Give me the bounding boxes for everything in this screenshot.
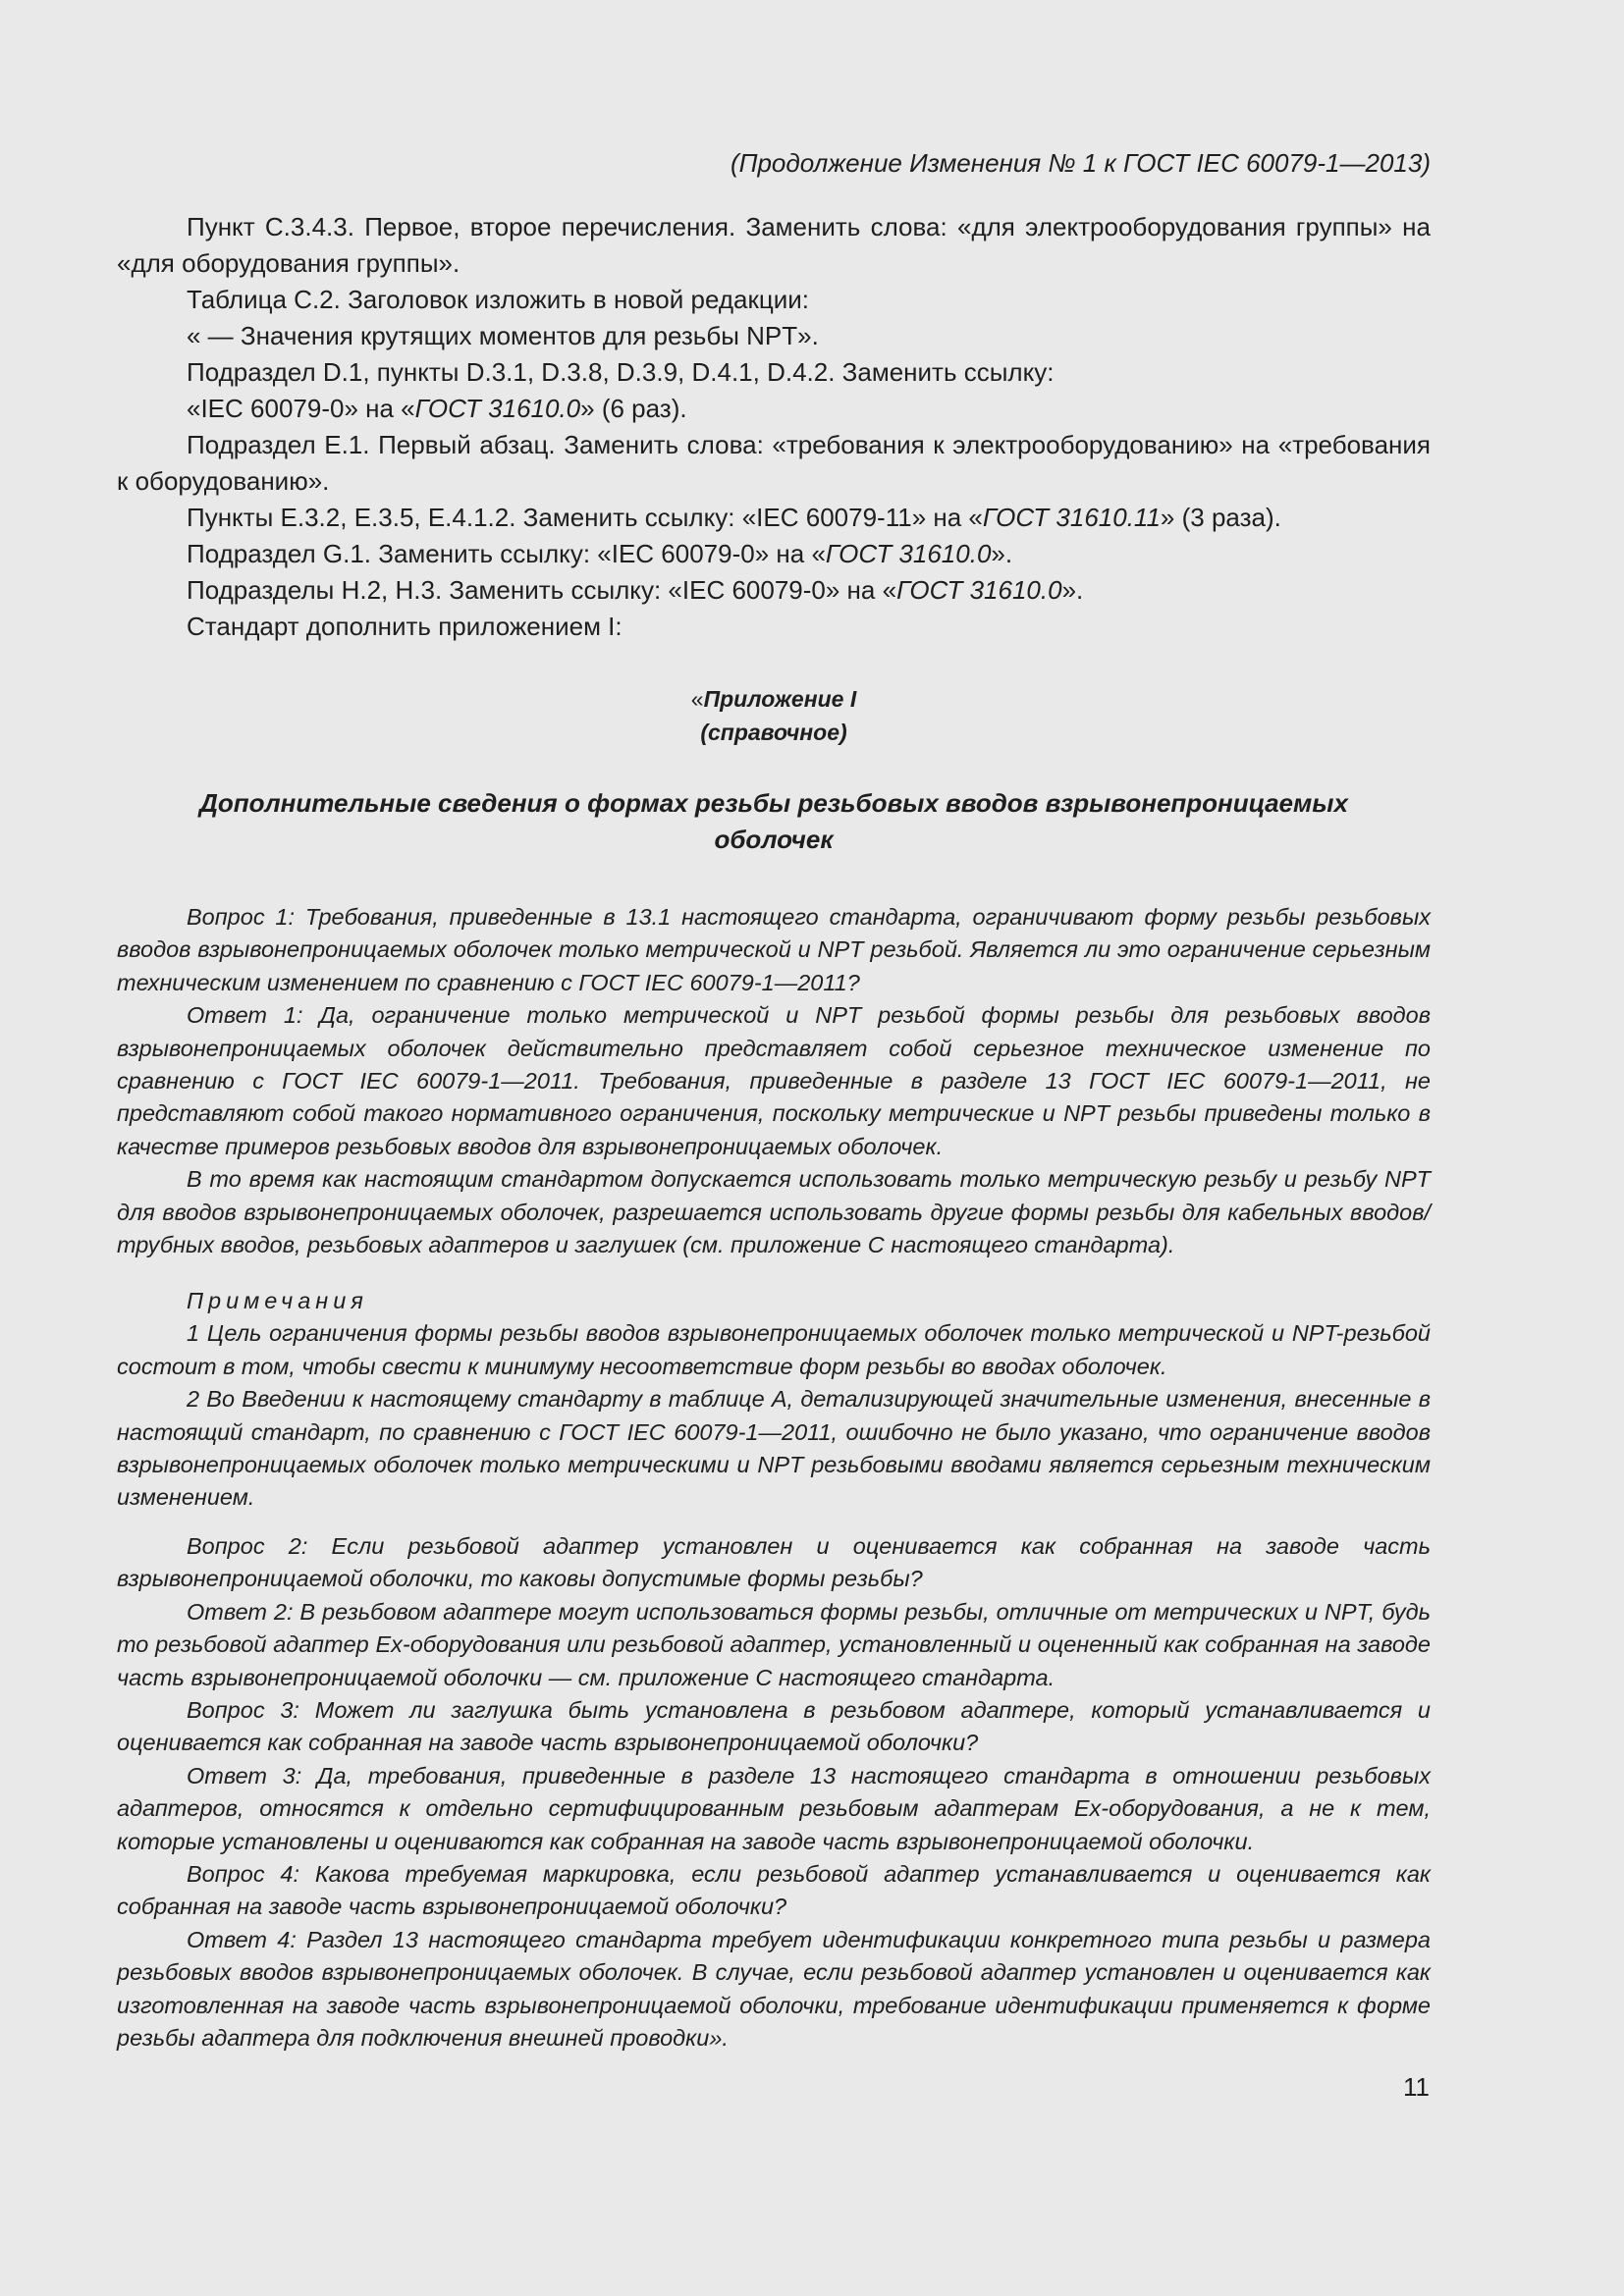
paragraph bbox=[117, 536, 1431, 572]
question: Вопрос 1: Требования, приведенные в 13.1 настоящего стандарта, ограничивают форму резьбы резьбовых вводов взрывонепроницаемых оболочек только метрической и NPT резьбой. Является ли это ограничение серьезным техническим изменением по сравнению с ГОСТ IEC 60079-1—2011? bbox=[117, 904, 1431, 995]
answer: В то время как настоящим стандартом допускается использовать только метрическую резьбу и резьбу NPT для вводов взрывонепроницаемых оболочек, разрешается использовать другие формы резьбы для кабельных вводов/трубных вводов, резьбовых адаптеров и заглушек (см. приложение С настоящего стандарта). bbox=[117, 1166, 1431, 1258]
paragraph: Подраздел Е.1. Первый абзац. Заменить слова: «требования к электрооборудованию» на «требования к оборудованию». bbox=[117, 430, 1431, 496]
paragraph: Таблица С.2. Заголовок изложить в новой редакции: bbox=[187, 285, 810, 314]
question: Вопрос 2: Если резьбовой адаптер установлен и оценивается как собранная на заводе часть взрывонепроницаемой оболочки, то каковы допустимые формы резьбы? bbox=[117, 1533, 1431, 1592]
page-number: 11 bbox=[1403, 2072, 1430, 2102]
paragraph: Стандарт дополнить приложением I: bbox=[187, 612, 623, 641]
paragraph: Пункт С.3.4.3. Первое, второе перечисления. Заменить слова: «для электрооборудования группы» на «для оборудования группы». bbox=[117, 212, 1431, 278]
text-fragment: «IEC 60079-0» на « bbox=[187, 394, 415, 423]
answer: Ответ 3: Да, требования, приведенные в разделе 13 настоящего стандарта в отношении резьбовых адаптеров, относятся к отдельно сертифицированным резьбовым адаптерам Ex-оборудования, а не к тем, которые установлены и оцениваются как собранная на заводе часть взрывонепроницаемой оболочки. bbox=[117, 1762, 1431, 1854]
standard-reference: ГОСТ 31610.11 bbox=[982, 503, 1161, 532]
appendix-status: (справочное) bbox=[700, 720, 847, 745]
question: Вопрос 4: Какова требуемая маркировка, если резьбовой адаптер устанавливается и оценивается как собранная на заводе часть взрывонепроницаемой оболочки? bbox=[117, 1861, 1431, 1920]
appendix-label-line bbox=[117, 682, 1431, 716]
standard-reference: ГОСТ 31610.0 bbox=[825, 539, 992, 568]
answer: Ответ 1: Да, ограничение только метрической и NPT резьбой формы резьбы для резьбовых вводов взрывонепроницаемых оболочек действительно представляет собой серьезное техническое изменение по сравнению с ГОСТ IEC 60079-1—2011. Требования, приведенные в разделе 13 ГОСТ IEC 60079-1—2011, не представляют собой такого нормативного ограничения, поскольку метрические и NPT резьбы приведены только в качестве примеров резьбовых вводов для взрывонепроницаемых оболочек. bbox=[117, 1002, 1431, 1159]
note: 1 Цель ограничения формы резьбы вводов взрывонепроницаемых оболочек только метрической и NPT-резьбой состоит в том, чтобы свести к минимуму несоответствие форм резьбы во вводах оболочек. bbox=[117, 1320, 1431, 1379]
text-fragment: » (3 раза). bbox=[1160, 503, 1281, 532]
standard-reference: ГОСТ 31610.0 bbox=[414, 394, 581, 423]
text-fragment: ». bbox=[1061, 575, 1084, 605]
paragraph bbox=[117, 572, 1431, 609]
continuation-header: (Продолжение Изменения № 1 к ГОСТ IEC 60079-1—2013) bbox=[730, 148, 1431, 178]
appendix-heading bbox=[117, 682, 1431, 749]
qa-block bbox=[117, 901, 1431, 1261]
appendix-label: Приложение I bbox=[703, 686, 857, 712]
text-fragment: ». bbox=[991, 539, 1013, 568]
answer: Ответ 4: Раздел 13 настоящего стандарта требует идентификации конкретного типа резьбы и размера резьбовых вводов взрывонепроницаемых оболочек. В случае, если резьбовой адаптер установлен и оценивается как изготовленная на заводе часть взрывонепроницаемой оболочки, требование идентификации применяется к форме резьбы адаптера для подключения внешней проводки». bbox=[117, 1926, 1431, 2052]
note: 2 Во Введении к настоящему стандарту в таблице А, детализирующей значительные изменения, внесенные в настоящий стандарт, по сравнению с ГОСТ IEC 60079-1—2011, ошибочно не было указано, что ограничение вводов взрывонепроницаемых оболочек только метрическими и NPT резьбовыми вводами является серьезным техническим изменением. bbox=[117, 1386, 1431, 1511]
text-fragment: Пункты Е.3.2, Е.3.5, Е.4.1.2. Заменить ссылку: «IEC 60079-11» на « bbox=[187, 503, 983, 532]
paragraph: Подраздел D.1, пункты D.3.1, D.3.8, D.3.9, D.4.1, D.4.2. Заменить ссылку: bbox=[187, 357, 1055, 387]
qa-block bbox=[117, 1530, 1431, 2056]
notes-title: Примечания bbox=[187, 1288, 368, 1313]
standard-reference: ГОСТ 31610.0 bbox=[896, 575, 1062, 605]
paragraph bbox=[117, 391, 1431, 427]
paragraph: « — Значения крутящих моментов для резьбы NPT». bbox=[187, 321, 819, 350]
text-fragment: Подразделы Н.2, Н.3. Заменить ссылку: «IEC 60079-0» на « bbox=[187, 575, 897, 605]
paragraph bbox=[117, 500, 1431, 536]
appendix-title: Дополнительные сведения о формах резьбы резьбовых вводов взрывонепроницаемых оболочек bbox=[199, 788, 1348, 854]
text-fragment: » (6 раз). bbox=[580, 394, 687, 423]
open-quote: « bbox=[690, 686, 704, 712]
text-fragment: Подраздел G.1. Заменить ссылку: «IEC 60079-0» на « bbox=[187, 539, 826, 568]
notes-block bbox=[117, 1285, 1431, 1515]
amendment-text bbox=[117, 209, 1431, 645]
question: Вопрос 3: Может ли заглушка быть установлена в резьбовом адаптере, который устанавливается и оценивается как собранная на заводе часть взрывонепроницаемой оболочки? bbox=[117, 1697, 1431, 1756]
answer: Ответ 2: В резьбовом адаптере могут использоваться формы резьбы, отличные от метрических и NPT, будь то резьбовой адаптер Ex-оборудования или резьбовой адаптер, установленный и оцененный как собранная на заводе часть взрывонепроницаемой оболочки — см. приложение С настоящего стандарта. bbox=[117, 1598, 1431, 1690]
